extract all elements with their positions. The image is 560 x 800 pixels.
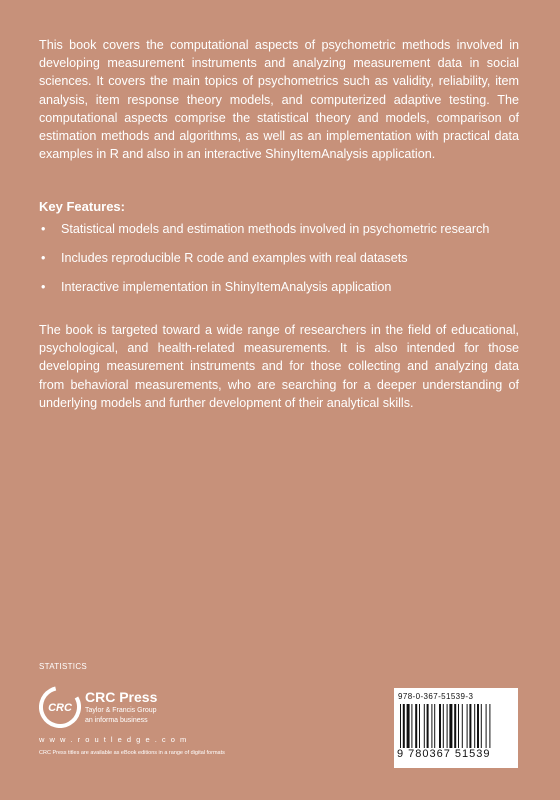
publisher-name: CRC Press	[85, 689, 158, 705]
publisher-group: Taylor & Francis Group	[85, 707, 157, 714]
barcode	[394, 688, 518, 768]
intro-paragraph: This book covers the computational aspects of psychometric methods involved in developing measurement instruments and analyzing measurement data in social sciences. It covers the main topics of psychometrics such as validity, reliability, item analysis, item response theory models, and computerized adaptive testing. The computational aspects comprise the statistical theory and models, comparison of estimation methods and algorithms, as well as an implementation with practical data examples in R and also in an interactive ShinyItemAnalysis application.	[39, 38, 519, 162]
publisher-block	[39, 686, 239, 736]
svg-text:CRC: CRC	[48, 702, 72, 714]
crc-logo-icon	[39, 686, 81, 728]
feature-text: Interactive implementation in ShinyItemAnalysis application	[61, 280, 392, 295]
publisher-website: w w w . r o u t l e d g e . c o m	[39, 735, 188, 744]
bullet-icon: •	[41, 280, 46, 295]
key-features-list	[39, 220, 509, 308]
feature-text: Includes reproducible R code and examples with real datasets	[61, 251, 408, 266]
outro-paragraph: The book is targeted toward a wide range of researchers in the field of educational, psychological, and health-related measurements. It is also intended for those developing measurement instruments and for those collecting and analyzing data from behavioral measurements, who are searching for a deeper understanding of underlying models and further development of their analytical skills.	[39, 323, 519, 410]
feature-text: Statistical models and estimation methods involved in psychometric research	[61, 222, 490, 236]
barcode-bars-icon	[398, 704, 514, 748]
bullet-icon: •	[41, 222, 46, 236]
key-features-heading: Key Features:	[39, 199, 125, 214]
list-item	[39, 220, 509, 238]
list-item	[39, 249, 509, 267]
bullet-icon: •	[41, 251, 46, 266]
category-label: STATISTICS	[39, 662, 88, 671]
list-item	[39, 278, 509, 296]
publisher-tagline: an informa business	[85, 717, 148, 724]
ebook-note: CRC Press titles are available as eBook editions in a range of digital formats	[39, 750, 225, 756]
isbn-text: 978-0-367-51539-3	[398, 692, 474, 701]
ean-text: 9 780367 51539	[397, 748, 491, 760]
